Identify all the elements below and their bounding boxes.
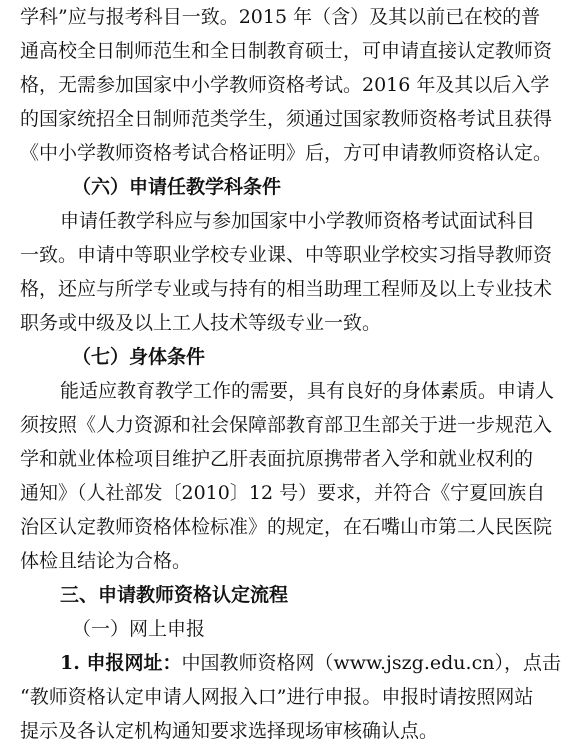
paragraph-line: 学科”应与报考科目一致。2015 年（含）及其以前已在校的普 (20, 6, 541, 28)
item-1-text: 中国教师资格网（www.jszg.edu.cn），点击 (181, 652, 561, 674)
subheading-6: （六）申请任教学科条件 (72, 176, 282, 198)
paragraph-line: 通知》（人社部发〔2010〕12 号）要求，并符合《宁夏回族自 (20, 482, 546, 504)
paragraph-line: 的国家统招全日制师范类学生，须通过国家教师资格考试且获得 (20, 108, 553, 130)
section-heading-3: 三、申请教师资格认定流程 (60, 584, 289, 606)
paragraph-line: 职务或中级及以上工人技术等级专业一致。 (20, 312, 382, 334)
paragraph-line: 《中小学教师资格考试合格证明》后，方可申请教师资格认定。 (20, 142, 553, 164)
item-1-line (60, 646, 561, 680)
item-1-label: 1. 申报网址： (60, 652, 182, 674)
subheading-online-application: （一）网上申报 (72, 618, 206, 640)
paragraph-line: “教师资格认定申请人网报入口”进行申报。申报时请按照网站 (20, 686, 534, 708)
paragraph-line: 格，还应与所学专业或与持有的相当助理工程师及以上专业技术 (20, 278, 553, 300)
paragraph-line: 能适应教育教学工作的需要，具有良好的身体素质。申请人 (60, 380, 555, 402)
paragraph-line: 体检且结论为合格。 (20, 550, 192, 572)
paragraph-line: 申请任教学科应与参加国家中小学教师资格考试面试科目 (60, 210, 536, 232)
paragraph-line: 提示及各认定机构通知要求选择现场审核确认点。 (20, 720, 439, 742)
paragraph-line: 学和就业体检项目维护乙肝表面抗原携带者入学和就业权利的 (20, 448, 534, 470)
paragraph-line: 治区认定教师资格体检标准》的规定，在石嘴山市第二人民医院 (20, 516, 553, 538)
paragraph-line: 格，无需参加国家中小学教师资格考试。2016 年及其以后入学 (20, 74, 550, 96)
paragraph-line: 一致。申请中等职业学校专业课、中等职业学校实习指导教师资 (20, 244, 553, 266)
paragraph-line: 须按照《人力资源和社会保障部教育部卫生部关于进一步规范入 (20, 414, 553, 436)
paragraph-line: 通高校全日制师范生和全日制教育硕士，可申请直接认定教师资 (20, 40, 553, 62)
subheading-7: （七）身体条件 (72, 346, 206, 368)
